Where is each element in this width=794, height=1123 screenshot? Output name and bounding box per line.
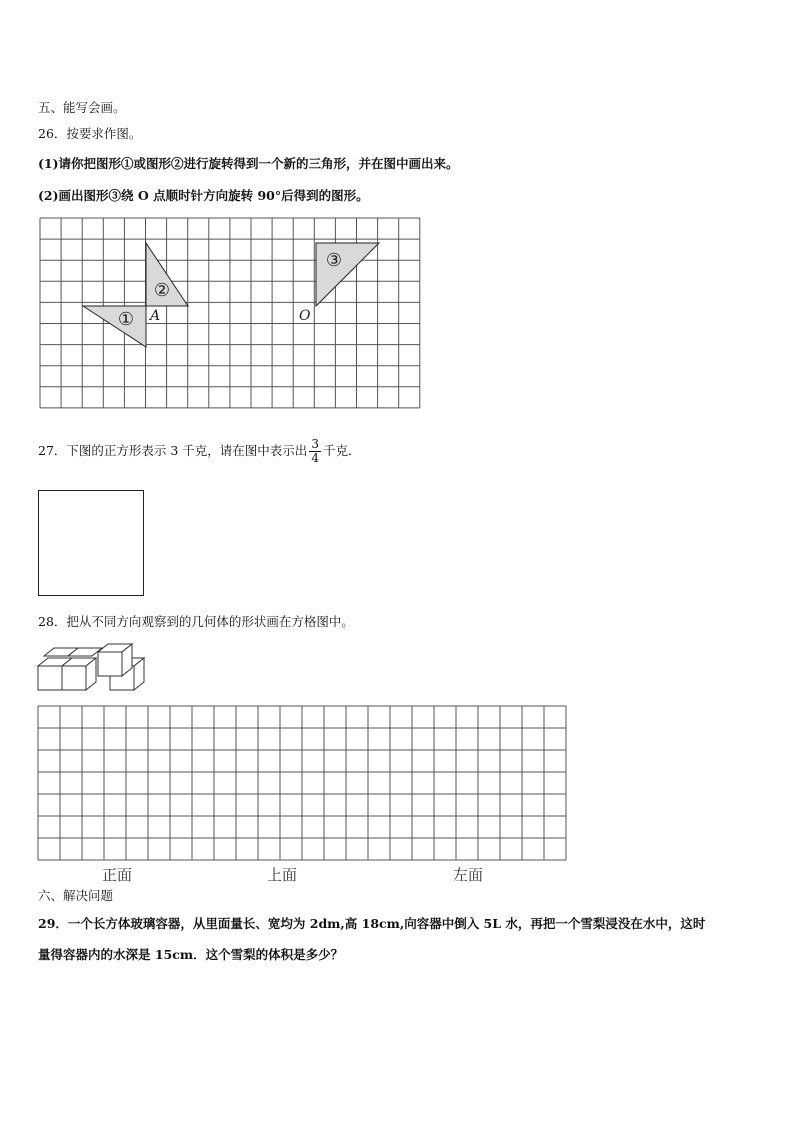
shape1-triangle <box>83 306 146 347</box>
view-front-label: 正面 <box>102 866 133 884</box>
q27-text-before: 27．下图的正方形表示 3 千克，请在图中表示出 <box>38 443 308 458</box>
fraction-denominator: 4 <box>311 451 319 465</box>
point-o-label: O <box>299 308 311 324</box>
q28-stem: 28．把从不同方向观察到的几何体的形状画在方格图中。 <box>38 614 354 629</box>
q27-square[interactable] <box>38 490 144 596</box>
shape1-label: ① <box>117 309 135 330</box>
shape2-label: ② <box>153 280 171 301</box>
q27-text-after: 千克． <box>322 443 361 458</box>
q29-line1: 29．一个长方体玻璃容器，从里面量长、宽均为 2dm,高 18cm,向容器中倒入 5L 水，再把一个雪梨浸没在水中，这时 <box>38 916 706 931</box>
q28-grid-lines <box>38 706 566 860</box>
q26-part1: (1)请你把图形①或图形②进行旋转得到一个新的三角形，并在图中画出来。 <box>38 156 459 171</box>
shape3-label: ③ <box>325 250 343 271</box>
q26-part2: (2)画出图形③绕 O 点顺时针方向旋转 90°后得到的图形。 <box>38 188 369 203</box>
q29-line2: 量得容器内的水深是 15cm．这个雪梨的体积是多少？ <box>38 947 344 962</box>
cube-solid-figure <box>36 642 156 692</box>
section5-title: 五、能写会画。 <box>38 100 126 115</box>
q26-stem: 26．按要求作图。 <box>38 126 142 141</box>
fraction <box>309 438 321 465</box>
q28-grid <box>36 704 568 862</box>
point-a-label: A <box>150 308 161 324</box>
q27-line <box>38 438 360 470</box>
view-top-label: 上面 <box>267 866 298 884</box>
q26-grid <box>36 214 430 414</box>
fraction-numerator: 3 <box>311 437 319 451</box>
section6-title: 六、解决问题 <box>38 888 114 903</box>
view-left-label: 左面 <box>453 866 484 884</box>
